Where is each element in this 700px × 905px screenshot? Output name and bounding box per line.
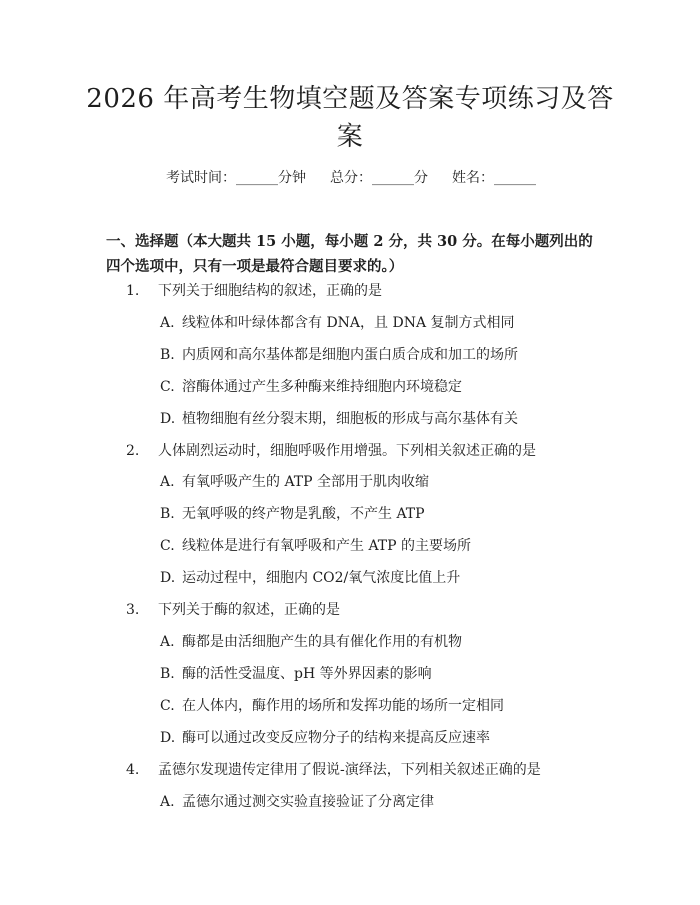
- option-letter: A.: [160, 794, 175, 810]
- option-letter: A.: [160, 474, 175, 490]
- section-heading: 一、选择题（本大题共 15 小题，每小题 2 分，共 30 分。在每小题列出的四个选项中，只有一项是最符合题目要求的。）: [106, 233, 593, 275]
- student-name-label: 姓名：______: [452, 170, 536, 186]
- option-text: 有氧呼吸产生的 ATP 全部用于肌肉收缩: [182, 474, 430, 490]
- option-text: 无氧呼吸的终产物是乳酸，不产生 ATP: [182, 506, 425, 522]
- option-letter: C.: [160, 538, 175, 554]
- option-letter: B.: [160, 666, 175, 682]
- page-title: [60, 80, 640, 156]
- question-stem: 下列关于酶的叙述，正确的是: [158, 602, 340, 618]
- option-text: 内质网和高尔基体都是细胞内蛋白质合成和加工的场所: [182, 347, 518, 363]
- option-letter: A.: [160, 315, 175, 331]
- option-text: 酶都是由活细胞产生的具有催化作用的有机物: [182, 634, 462, 650]
- option-letter: D.: [160, 730, 176, 746]
- option-text: 线粒体是进行有氧呼吸和产生 ATP 的主要场所: [182, 538, 472, 554]
- option-text: 酶的活性受温度、pH 等外界因素的影响: [182, 666, 432, 682]
- option-text: 溶酶体通过产生多种酶来维持细胞内环境稳定: [182, 379, 462, 395]
- question-number: 1.: [126, 283, 140, 299]
- option-letter: C.: [160, 379, 175, 395]
- question-number: 2.: [126, 443, 140, 459]
- question-stem: 人体剧烈运动时，细胞呼吸作用增强。下列相关叙述正确的是: [158, 443, 536, 459]
- option-text: 在人体内，酶作用的场所和发挥功能的场所一定相同: [182, 698, 504, 714]
- option-text: 孟德尔通过测交实验直接验证了分离定律: [182, 794, 434, 810]
- exam-time-label: 考试时间：______分钟: [166, 170, 306, 186]
- question-stem: 孟德尔发现遗传定律用了假说-演绎法，下列相关叙述正确的是: [158, 762, 541, 778]
- option-letter: B.: [160, 347, 175, 363]
- option-letter: A.: [160, 634, 175, 650]
- option-letter: B.: [160, 506, 175, 522]
- title-line-2: 案: [336, 122, 364, 152]
- option-letter: D.: [160, 411, 176, 427]
- option-text: 线粒体和叶绿体都含有 DNA，且 DNA 复制方式相同: [182, 315, 515, 331]
- title-line-1: 2026 年高考生物填空题及答案专项练习及答: [86, 84, 614, 114]
- question-number: 3.: [126, 602, 140, 618]
- option-text: 运动过程中，细胞内 CO2/氧气浓度比值上升: [182, 570, 461, 586]
- option-text: 植物细胞有丝分裂末期，细胞板的形成与高尔基体有关: [182, 411, 518, 427]
- option-letter: C.: [160, 698, 175, 714]
- question-number: 4.: [126, 762, 140, 778]
- total-score-label: 总分：______分: [330, 170, 428, 186]
- option-letter: D.: [160, 570, 176, 586]
- question-stem: 下列关于细胞结构的叙述，正确的是: [158, 283, 382, 299]
- option-text: 酶可以通过改变反应物分子的结构来提高反应速率: [182, 730, 490, 746]
